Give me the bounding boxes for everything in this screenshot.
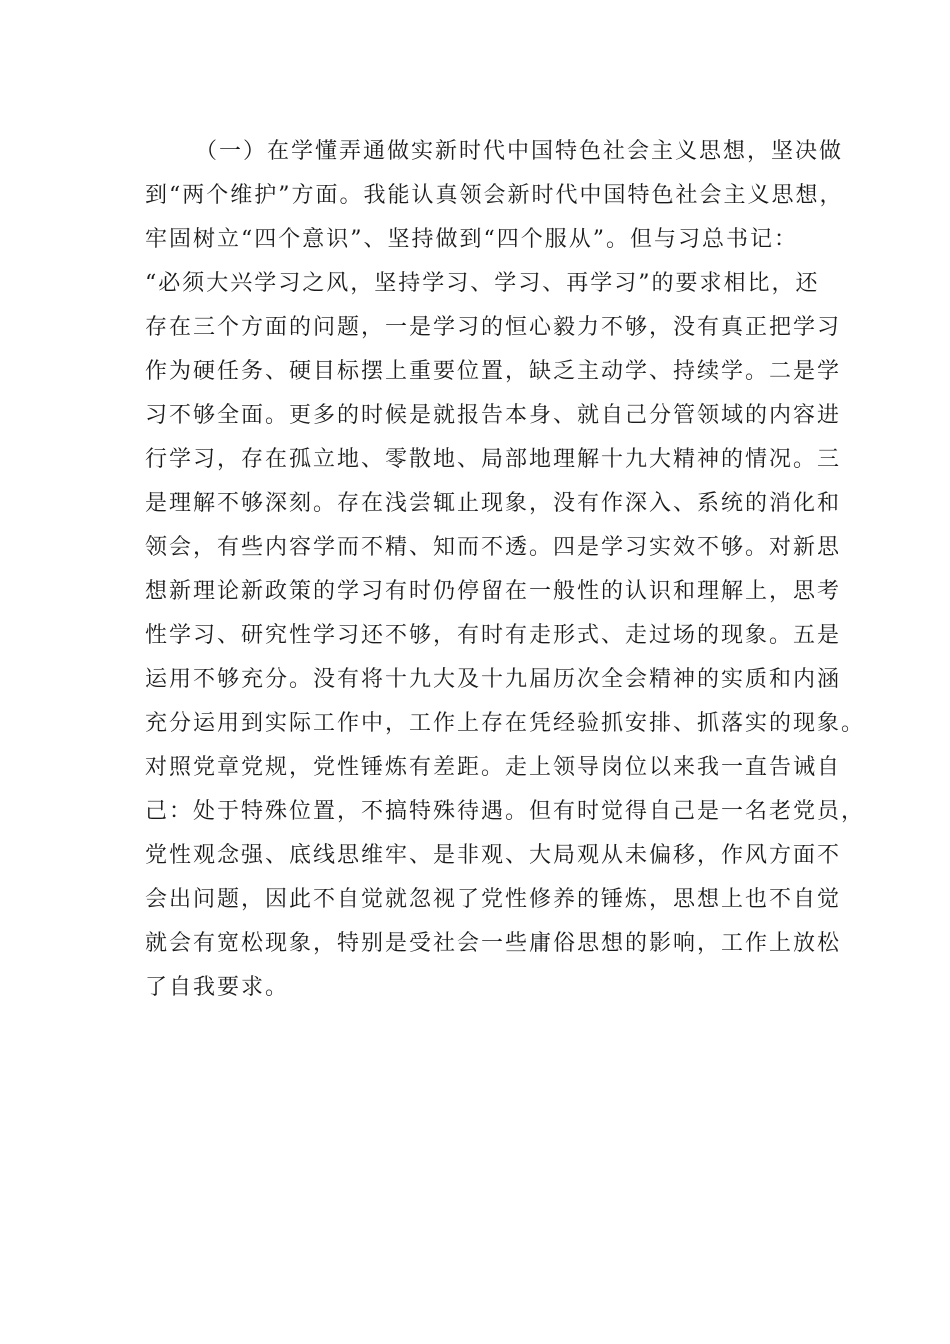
- body-paragraph: [145, 130, 866, 1010]
- paragraph-line: 是理解不够深刻。存在浅尝辄止现象，没有作深入、系统的消化和: [145, 491, 842, 516]
- paragraph-line: 行学习，存在孤立地、零散地、局部地理解十九大精神的情况。三: [145, 447, 842, 472]
- paragraph-line: 存在三个方面的问题，一是学习的恒心毅力不够，没有真正把学习: [145, 315, 842, 340]
- paragraph-line: 了自我要求。: [145, 975, 290, 1000]
- paragraph-line: 对照党章党规，党性锤炼有差距。走上领导岗位以来我一直告诫自: [145, 755, 842, 780]
- paragraph-line: 想新理论新政策的学习有时仍停留在一般性的认识和理解上，思考: [145, 579, 842, 604]
- paragraph-line: “必须大兴学习之风，坚持学习、学习、再学习”的要求相比，还: [145, 271, 820, 296]
- paragraph-line: 就会有宽松现象，特别是受社会一些庸俗思想的影响，工作上放松: [145, 931, 842, 956]
- paragraph-line: 性学习、研究性学习还不够，有时有走形式、走过场的现象。五是: [145, 623, 842, 648]
- paragraph-line: 到“两个维护”方面。我能认真领会新时代中国特色社会主义思想，: [145, 183, 844, 208]
- paragraph-line: 己：处于特殊位置，不搞特殊待遇。但有时觉得自己是一名老党员，: [145, 799, 866, 824]
- paragraph-line: 充分运用到实际工作中，工作上存在凭经验抓安排、抓落实的现象。: [145, 711, 866, 736]
- paragraph-line: 会出问题，因此不自觉就忽视了党性修养的锤炼，思想上也不自觉: [145, 887, 842, 912]
- paragraph-line: 习不够全面。更多的时候是就报告本身、就自己分管领域的内容进: [145, 403, 842, 428]
- paragraph-line: 运用不够充分。没有将十九大及十九届历次全会精神的实质和内涵: [145, 667, 842, 692]
- paragraph-line: 牢固树立“四个意识”、坚持做到“四个服从”。但与习总书记：: [145, 227, 798, 252]
- paragraph-line: 作为硬任务、硬目标摆上重要位置，缺乏主动学、持续学。二是学: [145, 359, 842, 384]
- paragraph-line: 党性观念强、底线思维牢、是非观、大局观从未偏移，作风方面不: [145, 843, 842, 868]
- paragraph-line: 领会，有些内容学而不精、知而不透。四是学习实效不够。对新思: [145, 535, 842, 560]
- paragraph-line: （一）在学懂弄通做实新时代中国特色社会主义思想，坚决做: [195, 139, 844, 164]
